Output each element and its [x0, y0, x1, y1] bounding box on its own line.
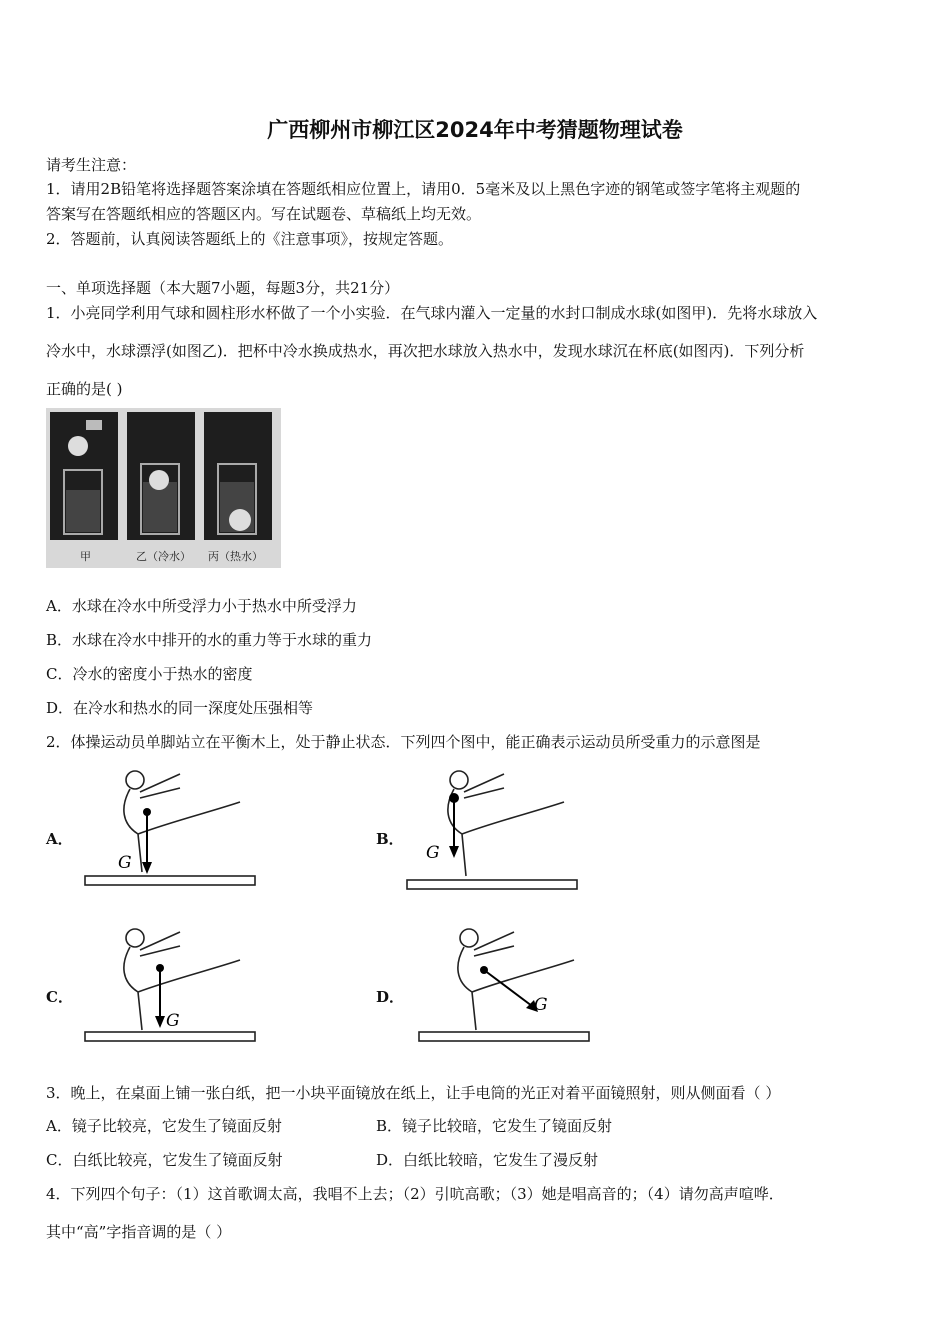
q1-option-a: A．水球在冷水中所受浮力小于热水中所受浮力 — [46, 597, 357, 615]
q2-stem: 2．体操运动员单脚站立在平衡木上，处于静止状态．下列四个图中，能正确表示运动员所受重力的示意图是 — [46, 733, 761, 751]
force-label-a: G — [118, 853, 132, 873]
notice-line-2: 2．答题前，认真阅读答题纸上的《注意事项》，按规定答题。 — [46, 230, 454, 248]
caption-yi: 乙（冷水） — [136, 550, 191, 563]
q2-figure-c — [80, 920, 260, 1048]
q2-figure-d — [414, 920, 594, 1048]
q3-option-a: A．镜子比较亮，它发生了镜面反射 — [46, 1117, 282, 1135]
q1-stem-3: 正确的是( ) — [46, 380, 123, 398]
q1-option-d: D．在冷水和热水的同一深度处压强相等 — [46, 699, 314, 717]
q3-option-b: B．镜子比较暗，它发生了镜面反射 — [376, 1117, 613, 1135]
caption-bing: 丙（热水） — [208, 550, 263, 563]
q1-experiment-photo — [46, 408, 281, 568]
q1-stem-1: 1．小亮同学利用气球和圆柱形水杯做了一个小实验．在气球内灌入一定量的水封口制成水球(如图甲)．先将水球放入 — [46, 304, 818, 322]
force-label-d: G — [534, 995, 548, 1015]
q2-label-d: D． — [376, 988, 405, 1006]
q1-stem-2: 冷水中，水球漂浮(如图乙)．把杯中冷水换成热水，再次把水球放入热水中，发现水球沉在杯底(如图丙)．下列分析 — [46, 342, 805, 360]
q3-option-d: D．白纸比较暗，它发生了漫反射 — [376, 1151, 599, 1169]
section-heading: 一、单项选择题（本大题7小题，每题3分，共21分） — [46, 279, 400, 297]
photo-panel-yi — [127, 412, 195, 540]
q2-label-b: B． — [376, 830, 404, 848]
q4-stem-2: 其中“高”字指音调的是（ ） — [46, 1223, 232, 1241]
q4-stem-1: 4．下列四个句子：（1）这首歌调太高，我唱不上去；（2）引吭高歌；（3）她是唱高音的；（4）请勿高声喧哗． — [46, 1185, 784, 1203]
q1-option-c: C．冷水的密度小于热水的密度 — [46, 665, 253, 683]
force-label-c: G — [166, 1011, 180, 1031]
page-title: 广西柳州市柳江区2024年中考猜题物理试卷 — [267, 118, 683, 142]
q2-label-a: A． — [46, 830, 73, 848]
q3-stem: 3．晚上，在桌面上铺一张白纸，把一小块平面镜放在纸上，让手电筒的光正对着平面镜照射，则从侧面看（ ） — [46, 1084, 781, 1102]
q2-figure-b — [404, 762, 584, 892]
photo-panel-jia — [50, 412, 118, 540]
q3-option-c: C．白纸比较亮，它发生了镜面反射 — [46, 1151, 283, 1169]
caption-jia: 甲 — [80, 550, 91, 563]
q2-figure-a — [80, 762, 260, 892]
q2-label-c: C． — [46, 988, 73, 1006]
notice-line-1: 1．请用2B铅笔将选择题答案涂填在答题纸相应位置上，请用0．5毫米及以上黑色字迹的钢笔或签字笔将主观题的 — [46, 180, 801, 198]
notice-heading: 请考生注意： — [46, 156, 137, 174]
q1-option-b: B．水球在冷水中排开的水的重力等于水球的重力 — [46, 631, 373, 649]
notice-line-1b: 答案写在答题纸相应的答题区内。写在试题卷、草稿纸上均无效。 — [46, 205, 482, 223]
photo-panel-bing — [204, 412, 272, 540]
force-label-b: G — [426, 843, 440, 863]
